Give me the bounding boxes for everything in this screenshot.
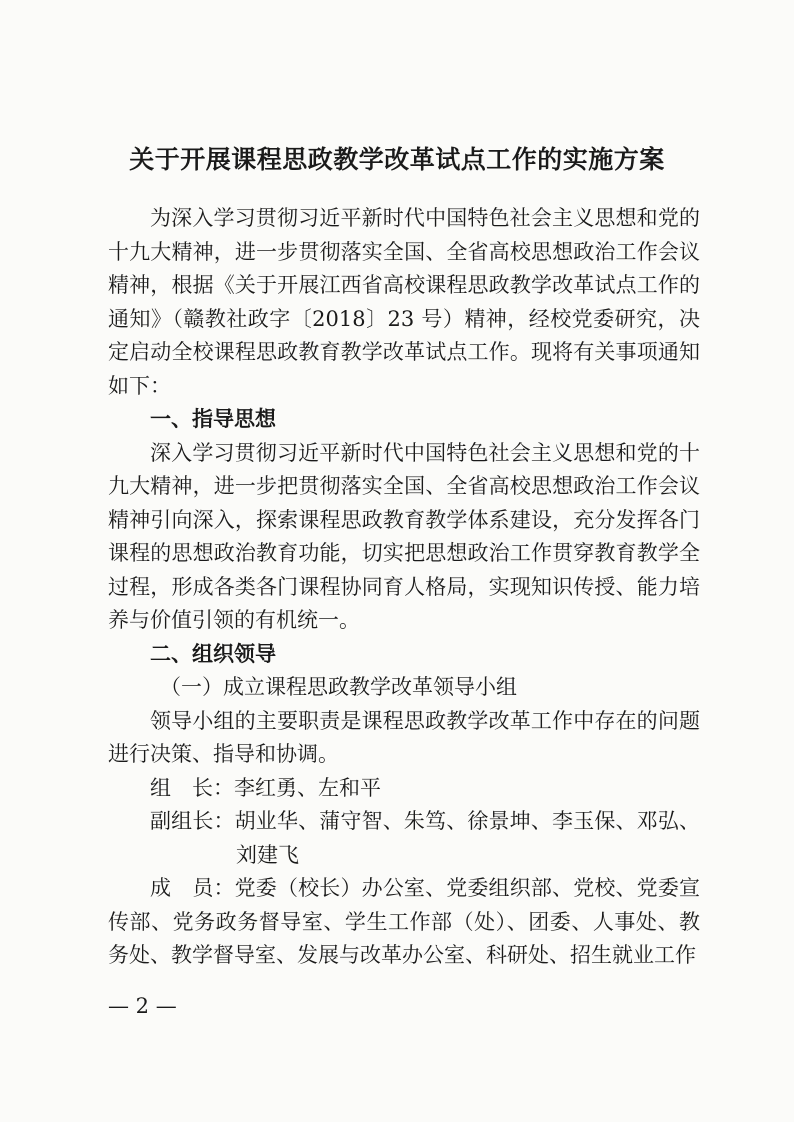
page-number: — 2 — — [108, 994, 177, 1018]
section-1-heading: 一、指导思想 — [150, 407, 276, 431]
document-body — [108, 202, 700, 973]
section-2-heading: 二、组织领导 — [150, 641, 276, 666]
intro-paragraph: 为深入学习贯彻习近平新时代中国特色社会主义思想和党的十九大精神，进一步贯彻落实全国、全省高校思想政治工作会议精神，根据《关于开展江西省高校课程思政教学改革试点工作的通知》（赣教社政字〔2018〕23 号）精神，经校党委研究，决定启动全校课程思政教育教学改革试点工作。现将有关事项通知如下： — [108, 206, 700, 398]
deputy-leader-line: 副组长：胡业华、蒲守智、朱笃、徐景坤、李玉保、邓弘、刘建飞 — [150, 809, 700, 867]
document-title: 关于开展课程思政教学改革试点工作的实施方案 — [129, 145, 665, 174]
subsection-1-paragraph: 领导小组的主要职责是课程思政教学改革工作中存在的问题进行决策、指导和协调。 — [108, 708, 700, 766]
members-paragraph: 成 员：党委（校长）办公室、党委组织部、党校、党委宣传部、党务政务督导室、学生工作部（处）、团委、人事处、教务处、教学督导室、发展与改革办公室、科研处、招生就业工作 — [108, 876, 700, 967]
section-1-paragraph: 深入学习贯彻习近平新时代中国特色社会主义思想和党的十九大精神，进一步把贯彻落实全国、全省高校思想政治工作会议精神引向深入，探索课程思政教育教学体系建设，充分发挥各门课程的思想政治教育功能，切实把思想政治工作贯穿教育教学全过程，形成各类各门课程协同育人格局，实现知识传授、能力培养与价值引领的有机统一。 — [108, 440, 700, 632]
subsection-1-heading: （一）成立课程思政教学改革领导小组 — [160, 675, 517, 699]
leader-line: 组 长：李红勇、左和平 — [150, 775, 381, 800]
